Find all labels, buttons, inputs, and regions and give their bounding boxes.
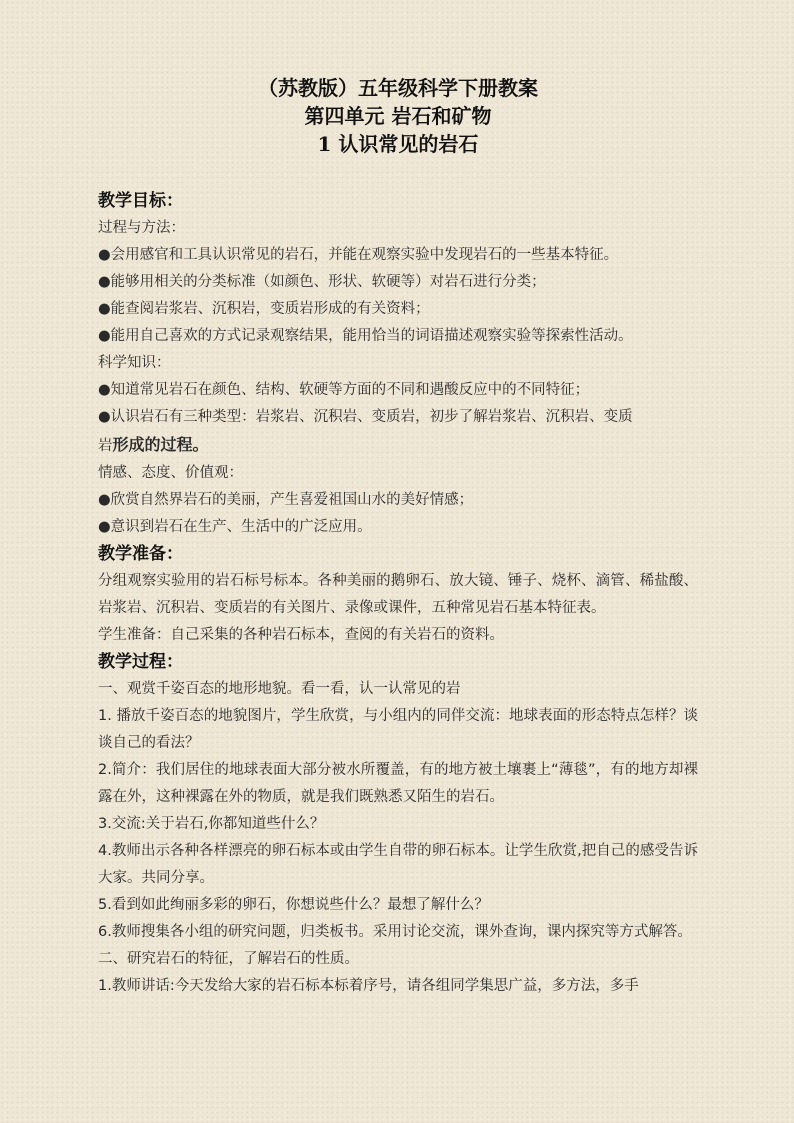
process-step: 5.看到如此绚丽多彩的卵石，你想说些什么？最想了解什么？ <box>98 897 489 913</box>
knowledge-label: 科学知识： <box>98 355 171 371</box>
knowledge-item-continued <box>98 431 698 460</box>
process-step: 6.教师搜集各小组的研究问题，归类板书。采用讨论交流，课外查询，课内探究等方式解答。 <box>98 924 692 940</box>
lesson-title: 1 认识常见的岩石 <box>317 132 479 156</box>
part-two-heading: 二、研究岩石的特征，了解岩石的性质。 <box>98 951 359 967</box>
goals-heading: 教学目标： <box>98 191 183 211</box>
prep-heading: 教学准备： <box>98 544 183 564</box>
process-heading: 教学过程： <box>98 652 183 672</box>
process-item: ●能查阅岩浆岩、沉积岩，变质岩形成的有关资料； <box>98 301 430 317</box>
process-step: 1.教师讲话:今天发给大家的岩石标本标着序号，请各组同学集思广益，多方法，多手 <box>98 978 639 994</box>
unit-title: 第四单元 岩石和矿物 <box>304 104 492 128</box>
knowledge-item: ●认识岩石有三种类型：岩浆岩、沉积岩、变质岩，初步了解岩浆岩、沉积岩、变质 <box>98 409 633 425</box>
knowledge-plain-text: 岩 <box>98 438 113 454</box>
process-step: 1. 播放千姿百态的地貌图片，学生欣赏，与小组内的同伴交流：地球表面的形态特点怎样？谈谈自己的看法？ <box>98 708 698 751</box>
process-step: 4.教师出示各种各样漂亮的卵石标本或由学生自带的卵石标本。让学生欣赏,把自己的感受告诉大家。共同分享。 <box>98 843 698 886</box>
emotion-item: ●欣赏自然界岩石的美丽，产生喜爱祖国山水的美好情感； <box>98 492 474 508</box>
process-item: ●能用自己喜欢的方式记录观察结果，能用恰当的词语描述观察实验等探索性活动。 <box>98 328 633 344</box>
knowledge-item: ●知道常见岩石在颜色、结构、软硬等方面的不同和遇酸反应中的不同特征； <box>98 382 590 398</box>
title-block <box>98 74 698 158</box>
emotion-item: ●意识到岩石在生产、生活中的广泛应用。 <box>98 519 372 535</box>
process-step: 3.交流:关于岩石,你都知道些什么？ <box>98 816 325 832</box>
knowledge-bold-text: 形成的过程。 <box>112 435 209 454</box>
prep-text: 分组观察实验用的岩石标号标本。各种美丽的鹅卵石、放大镜、锤子、烧杯、滴管、稀盐酸、岩浆岩、沉积岩、变质岩的有关图片、录像或课件，五种常见岩石基本特征表。 <box>98 573 698 616</box>
emotion-label: 情感、态度、价值观： <box>98 465 243 481</box>
process-step: 2.简介：我们居住的地球表面大部分被水所覆盖，有的地方被土壤裹上“薄毯”，有的地方却裸露在外，这种裸露在外的物质，就是我们既熟悉又陌生的岩石。 <box>98 762 698 805</box>
process-item: ●能够用相关的分类标准（如颜色、形状、软硬等）对岩石进行分类； <box>98 274 546 290</box>
student-prep: 学生准备：自己采集的各种岩石标本，查阅的有关岩石的资料。 <box>98 627 504 643</box>
process-item: ●会用感官和工具认识常见的岩石，并能在观察实验中发现岩石的一些基本特征。 <box>98 247 619 263</box>
part-one-heading: 一、观赏千姿百态的地形地貌。看一看，认一认常见的岩 <box>98 681 461 697</box>
document-title: （苏教版）五年级科学下册教案 <box>258 76 538 100</box>
process-method-label: 过程与方法： <box>98 220 185 236</box>
